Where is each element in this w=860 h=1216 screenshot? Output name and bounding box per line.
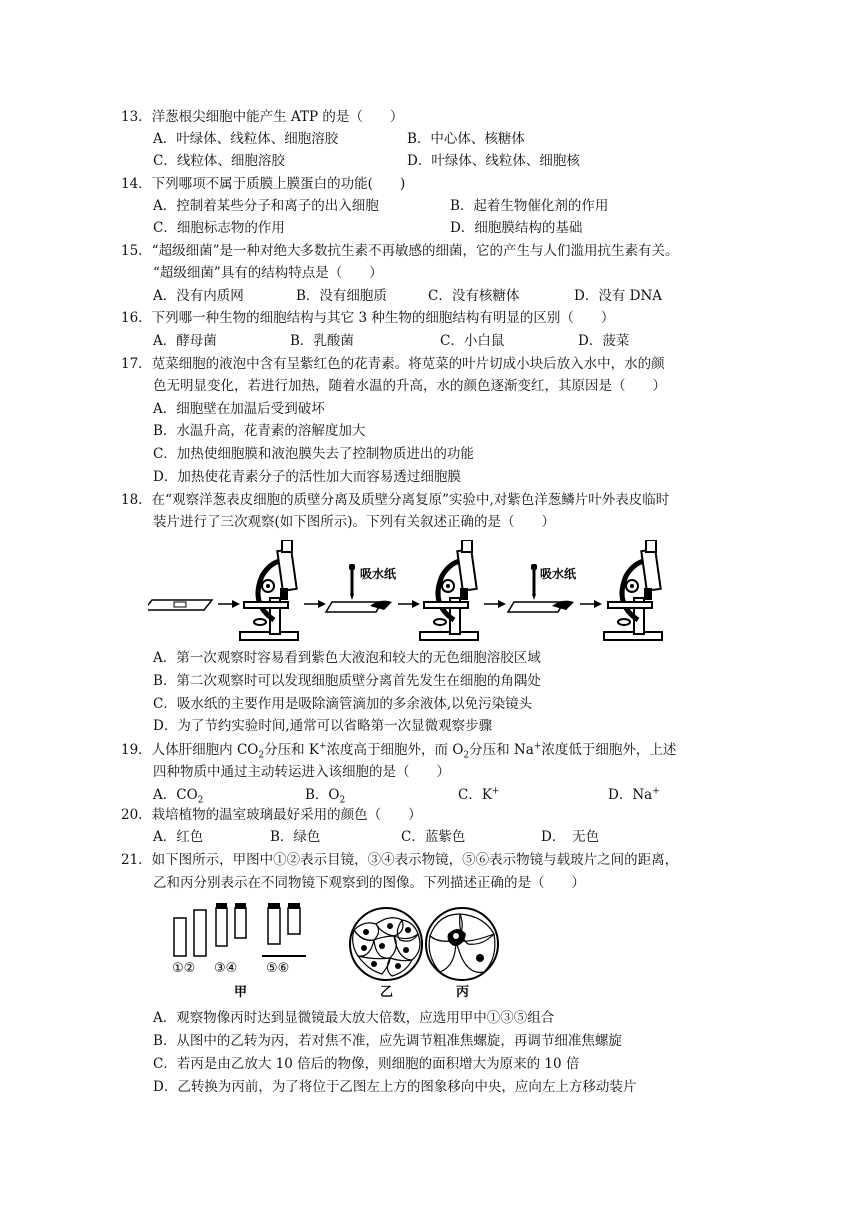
- q21-option-a: A．观察物像丙时达到显微镜最大放大倍数，应选用甲中①③⑤组合: [153, 1010, 555, 1026]
- fig-label-eyepieces: ①②: [172, 961, 196, 976]
- q14-stem: 14．下列哪项不属于质膜上膜蛋白的功能( ): [121, 176, 406, 192]
- q21-stem-line2: 乙和丙分别表示在不同物镜下观察到的图像。下列描述正确的是（ ）: [153, 875, 585, 891]
- objective-icon: [216, 908, 227, 946]
- microscope-icon: [240, 540, 298, 640]
- q20-option-a: A．红色: [153, 829, 204, 845]
- q16-option-b: B．乳酸菌: [290, 333, 354, 349]
- q19-stem-line1: 19．人体肝细胞内 $CO_2$分压和 K+浓度高于细胞外，而 $O_2$分压和 Na+浓度低于细胞外，上述: [121, 741, 677, 761]
- q20-option-c: C．蓝紫色: [401, 829, 466, 845]
- q19-option-d: D．Na+: [608, 786, 660, 803]
- q16-option-c: C．小白鼠: [440, 333, 505, 349]
- q16-option-d: D．菠菜: [578, 333, 630, 349]
- q18-stem-line2: 装片进行了三次观察(如下图所示)。下列有关叙述正确的是（ ）: [153, 514, 556, 530]
- q14-option-c: C．细胞标志物的作用: [153, 220, 285, 236]
- q18-fig-label-blotting-paper-2: 吸水纸: [540, 567, 577, 581]
- q19-option-b: B．$O_2$: [305, 787, 346, 806]
- q16-option-a: A．酵母菌: [153, 333, 217, 349]
- q15-option-a: A．没有内质网: [153, 288, 244, 304]
- q18-experiment-figure: [148, 540, 668, 642]
- q18-option-a: A．第一次观察时容易看到紫色大液泡和较大的无色细胞溶胶区域: [153, 650, 541, 666]
- q17-stem-line2: 色无明显变化，若进行加热，随着水温的升高，水的颜色逐渐变红，其原因是（ ）: [153, 378, 666, 394]
- q18-option-b: B．第二次观察时可以发现细胞质壁分离首先发生在细胞的角隅处: [153, 673, 541, 689]
- q15-option-c: C．没有核糖体: [428, 288, 520, 304]
- fig-label-objectives: ③④: [214, 961, 238, 976]
- q18-option-d: D．为了节约实验时间,通常可以省略第一次显微观察步骤: [153, 718, 493, 734]
- q18-fig-label-blotting-paper-1: 吸水纸: [360, 567, 397, 581]
- microscope-icon: [604, 540, 662, 640]
- view-bing-image: [426, 908, 498, 980]
- q15-option-b: B．没有细胞质: [296, 288, 387, 304]
- q18-option-c: C．吸水纸的主要作用是吸除滴管滴加的多余液体,以免污染镜头: [153, 696, 533, 712]
- q17-option-b: B．水温升高，花青素的溶解度加大: [153, 423, 366, 439]
- q21-option-b: B．从图中的乙转为丙，若对焦不准，应先调节粗准焦螺旋，再调节细准焦螺旋: [153, 1033, 622, 1049]
- q14-option-a: A．控制着某些分子和离子的出入细胞: [153, 198, 379, 214]
- fig-label-bing: 丙: [456, 985, 470, 1000]
- eyepiece-icon: [174, 918, 186, 956]
- microscope-icon: [420, 540, 478, 640]
- q17-option-d: D．加热使花青素分子的活性加大而容易透过细胞膜: [153, 469, 461, 485]
- q19-stem-line2: 四种物质中通过主动转运进入该细胞的是（ ）: [153, 764, 450, 780]
- q20-option-b: B．绿色: [270, 829, 321, 845]
- fig-label-distances: ⑤⑥: [266, 961, 290, 976]
- q15-stem-line1: 15．“超级细菌”是一种对绝大多数抗生素不再敏感的细菌，它的产生与人们滥用抗生素有关。: [121, 243, 679, 259]
- q21-option-d: D．乙转换为丙前，为了将位于乙图左上方的图象移向中央，应向左上方移动装片: [153, 1079, 637, 1095]
- fig-label-jia: 甲: [234, 985, 248, 1000]
- view-yi-image: [350, 908, 422, 980]
- q17-option-a: A．细胞壁在加温后受到破坏: [153, 401, 325, 417]
- q19-option-a: A．$CO_2$: [153, 787, 204, 806]
- q13-option-b: B．中心体、核糖体: [407, 131, 525, 147]
- q15-stem-line2: “超级细菌”具有的结构特点是（ ）: [153, 265, 383, 281]
- q14-option-d: D．细胞膜结构的基础: [450, 220, 583, 236]
- q13-option-c: C．线粒体、细胞溶胶: [153, 153, 285, 169]
- q14-option-b: B．起着生物催化剂的作用: [450, 198, 609, 214]
- q21-option-c: C．若丙是由乙放大 10 倍后的物像，则细胞的面积增大为原来的 10 倍: [153, 1056, 580, 1072]
- eyepiece-icon: [194, 910, 206, 956]
- q21-lens-figure: [168, 900, 508, 1000]
- q21-stem-line1: 21．如下图所示，甲图中①②表示目镜，③④表示物镜，⑤⑥表示物镜与载玻片之间的距离，: [121, 852, 679, 868]
- q13-stem: 13．洋葱根尖细胞中能产生 ATP 的是（ ）: [121, 109, 404, 125]
- fig-label-yi: 乙: [380, 985, 394, 1000]
- objective-icon: [235, 908, 246, 938]
- q18-stem-line1: 18．在“观察洋葱表皮细胞的质壁分离及质壁分离复原”实验中,对紫色洋葱鳞片叶外表皮临时: [121, 492, 670, 508]
- q17-option-c: C．加热使细胞膜和液泡膜失去了控制物质进出的功能: [153, 446, 474, 462]
- q16-stem: 16．下列哪一种生物的细胞结构与其它 3 种生物的细胞结构有明显的区别（ ）: [121, 310, 615, 326]
- q20-option-d: D． 无色: [541, 829, 600, 845]
- q17-stem-line1: 17．苋菜细胞的液泡中含有呈紫红色的花青素。将苋菜的叶片切成小块后放入水中，水的颜: [121, 356, 665, 372]
- q15-option-d: D．没有 DNA: [574, 288, 663, 304]
- q20-stem: 20．栽培植物的温室玻璃最好采用的颜色（ ）: [121, 807, 422, 823]
- q19-option-c: C．K+: [458, 786, 500, 803]
- q13-option-d: D．叶绿体、线粒体、细胞核: [407, 153, 580, 169]
- q13-option-a: A．叶绿体、线粒体、细胞溶胶: [153, 131, 339, 147]
